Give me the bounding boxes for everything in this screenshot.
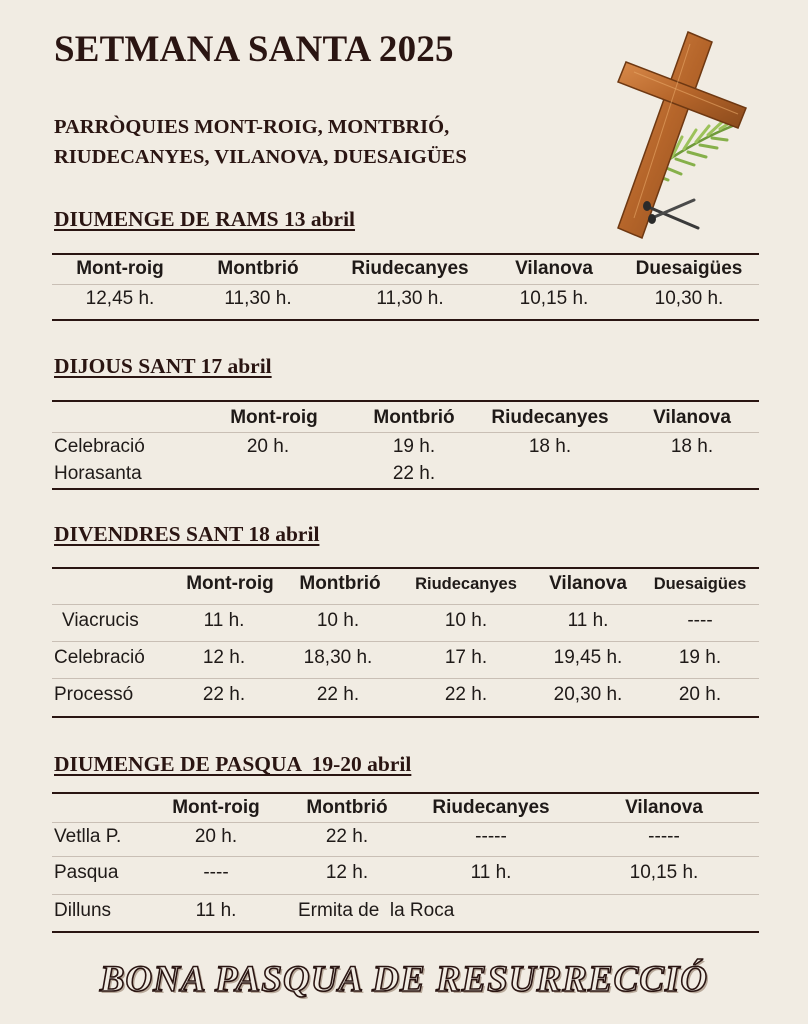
- table-cell: ----: [203, 862, 229, 883]
- col-header: Duesaigües: [653, 575, 747, 593]
- table-rule: [52, 716, 759, 718]
- col-header: Riudecanyes: [432, 797, 550, 818]
- table-cell: 10,30 h.: [654, 288, 724, 309]
- section-heading-rams: DIUMENGE DE RAMS 13 abril: [54, 207, 356, 231]
- row-label: Celebració: [54, 436, 145, 457]
- row-label: Dilluns: [54, 900, 112, 921]
- table-cell: 11,30 h.: [376, 288, 444, 309]
- col-header: Vilanova: [515, 258, 593, 279]
- table-divider: [52, 604, 759, 605]
- table-divider: [52, 894, 759, 895]
- row-label: Pasqua: [54, 862, 119, 883]
- col-header: Vilanova: [549, 573, 627, 594]
- section-heading-divendres: DIVENDRES SANT 18 abril: [54, 522, 320, 546]
- footer-greeting: BONA PASQUA DE RESURRECCIÓ: [99, 959, 709, 1000]
- col-header: Mont-roig: [76, 258, 164, 279]
- table-rule: [52, 931, 759, 933]
- cross-icon: [590, 28, 760, 243]
- table-cell: 22 h.: [316, 684, 360, 705]
- table-divider: [52, 678, 759, 679]
- table-rule: [52, 567, 759, 569]
- col-header: Mont-roig: [186, 573, 274, 594]
- table-cell: 10,15 h.: [629, 862, 699, 883]
- row-label: Horasanta: [54, 463, 142, 484]
- table-cell: 20 h.: [246, 436, 290, 457]
- row-label: Celebració: [54, 647, 145, 668]
- table-divider: [52, 856, 759, 857]
- col-header: Montbrió: [217, 258, 299, 279]
- table-cell: 11,30 h.: [224, 288, 292, 309]
- table-cell: 20 h.: [194, 826, 238, 847]
- col-header: Vilanova: [625, 797, 703, 818]
- parishes-line-1: PARRÒQUIES MONT-ROIG, MONTBRIÓ,: [54, 116, 450, 138]
- col-header: Montbrió: [373, 407, 455, 428]
- table-cell: 11 h.: [470, 862, 512, 883]
- table-cell: 22 h.: [325, 826, 369, 847]
- table-divider: [52, 284, 759, 285]
- col-header: Montbrió: [299, 573, 381, 594]
- table-cell: 22 h.: [444, 684, 488, 705]
- table-cell: 19 h.: [678, 647, 722, 668]
- table-cell: 10 h.: [444, 610, 488, 631]
- col-header: Vilanova: [653, 407, 731, 428]
- table-cell: 18 h.: [528, 436, 572, 457]
- table-cell: Ermita de la Roca: [298, 900, 455, 921]
- table-cell: 12 h.: [202, 647, 246, 668]
- row-label: Processó: [54, 684, 134, 705]
- table-rule: [52, 488, 759, 490]
- table-cell: 10 h.: [316, 610, 360, 631]
- table-rule: [52, 792, 759, 794]
- table-cell: 22 h.: [202, 684, 246, 705]
- table-cell: 18,30 h.: [303, 647, 373, 668]
- table-cell: 19,45 h.: [553, 647, 623, 668]
- col-header: Montbrió: [306, 797, 388, 818]
- table-cell: 22 h.: [392, 463, 436, 484]
- table-rule: [52, 319, 759, 321]
- table-cell: 11 h.: [567, 610, 609, 631]
- parishes-line-2: RIUDECANYES, VILANOVA, DUESAIGÜES: [54, 146, 467, 168]
- col-header: Riudecanyes: [415, 575, 517, 593]
- table-cell: 17 h.: [444, 647, 488, 668]
- col-header: Riudecanyes: [491, 407, 609, 428]
- section-heading-dijous: DIJOUS SANT 17 abril: [54, 354, 272, 378]
- page-title: SETMANA SANTA 2025: [54, 29, 454, 70]
- table-cell: 12,45 h.: [85, 288, 155, 309]
- table-cell: -----: [475, 826, 507, 847]
- table-cell: 12 h.: [325, 862, 369, 883]
- table-cell: 20 h.: [678, 684, 722, 705]
- row-label: Vetlla P.: [54, 826, 122, 847]
- table-cell: 11 h.: [195, 900, 237, 921]
- table-cell: 11 h.: [203, 610, 245, 631]
- table-divider: [52, 641, 759, 642]
- col-header: Riudecanyes: [351, 258, 469, 279]
- section-heading-pasqua: DIUMENGE DE PASQUA 19-20 abril: [54, 752, 412, 776]
- col-header: Mont-roig: [172, 797, 260, 818]
- col-header: Mont-roig: [230, 407, 318, 428]
- row-label: Viacrucis: [62, 610, 139, 631]
- table-cell: 20,30 h.: [553, 684, 623, 705]
- table-cell: -----: [648, 826, 680, 847]
- table-cell: 18 h.: [670, 436, 714, 457]
- col-header: Duesaigües: [635, 258, 743, 279]
- table-divider: [52, 822, 759, 823]
- table-cell: 10,15 h.: [519, 288, 589, 309]
- table-cell: ----: [687, 610, 713, 631]
- table-cell: 19 h.: [392, 436, 436, 457]
- table-rule: [52, 253, 759, 255]
- table-divider: [52, 432, 759, 433]
- table-rule: [52, 400, 759, 402]
